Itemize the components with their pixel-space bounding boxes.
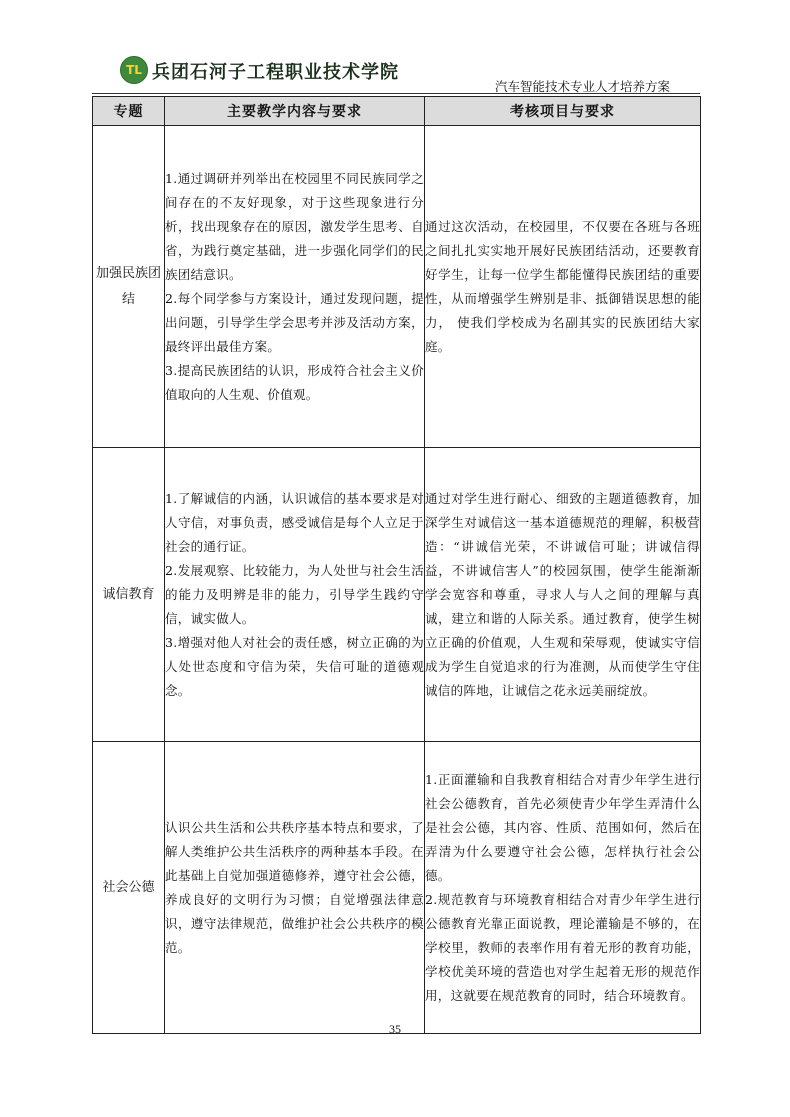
assessment-paragraph: 1.正面灌输和自我教育相结合对青少年学生进行社会公德教育，首先必须使青少年学生弄清什么是社会公德，其内容、性质、范围如何，然后在弄清为什么要遵守社会公德，怎样执行社会公德。 [425,771,700,883]
page-number: 35 [389,1022,401,1036]
header-divider [92,93,700,94]
content-paragraph: 1.通过调研并列举出在校园里不同民族同学之间存在的不友好现象，对于这些现象进行分析，找出现象存在的原因，激发学生思考、自省，为践行奠定基础，进一步强化同学们的民族团结意识。 [165,170,424,282]
header-topic: 专题 [93,97,165,126]
header-content: 主要教学内容与要求 [165,97,425,126]
table-row [93,742,701,1034]
assessment-paragraph: 通过这次活动，在校园里，不仅要在各班与各班之间扎扎实实地开展好民族团结活动，还要教育好学生，让每一位学生都能懂得民族团结的重要性，从而增强学生辨别是非、抵御错误思想的能力， 使我们学校成为名副其实的民族团结大家庭。 [425,218,700,354]
document-title: 汽车智能技术专业人才培养方案 [494,79,670,94]
assessment-paragraph: 2.规范教育与环境教育相结合对青少年学生进行公德教育光靠正面说教，理论灌输是不够的，在学校里，教师的表率作用有着无形的教育功能，学校优美环境的营造也对学生起着无形的规范作用，这就要在规范教育的同时，结合环境教育。 [425,891,700,1003]
table-header-row [93,97,701,126]
content-paragraph: 3.提高民族团结的认识，形成符合社会主义价值取向的人生观、价值观。 [165,362,424,402]
school-logo-icon: TL [120,56,148,84]
school-name: 兵团石河子工程职业技术学院 [152,62,399,83]
table-row [93,126,701,448]
assessment-cell [425,742,701,1034]
content-paragraph: 2.每个同学参与方案设计，通过发现问题，提出问题，引导学生学会思考并涉及活动方案，最终评出最佳方案。 [165,290,424,354]
curriculum-table [92,96,701,1034]
page-header [92,52,700,94]
assessment-paragraph: 通过对学生进行耐心、细致的主题道德教育，加深学生对诚信这一基本道德规范的理解，积极营造：“讲诚信光荣，不讲诚信可耻；讲诚信得益，不讲诚信害人”的校园氛围，使学生能渐渐学会宽容和尊重，寻求人与人之间的理解与真诚，建立和谐的人际关系。通过教育，使学生树立正确的价值观，人生观和荣辱观，使诚实守信成为学生自觉追求的行为准测，从而使学生守住诚信的阵地，让诚信之花永远美丽绽放。 [425,490,700,698]
table-row [93,448,701,742]
content-paragraph: 2.发展观察、比较能力，为人处世与社会生活的能力及明辨是非的能力，引导学生践约守信，诚实做人。 [165,562,424,626]
topic-cell: 加强民族团结 [93,126,165,448]
topic-cell: 诚信教育 [93,448,165,742]
content-cell [165,448,425,742]
content-cell [165,742,425,1034]
content-cell [165,126,425,448]
topic-cell: 社会公德 [93,742,165,1034]
content-paragraph: 3.增强对他人对社会的责任感，树立正确的为人处世态度和守信为荣，失信可耻的道德观念。 [165,634,424,698]
assessment-cell [425,448,701,742]
content-paragraph: 认识公共生活和公共秩序基本特点和要求，了解人类维护公共生活秩序的两种基本手段。在此基础上自觉加强道德修养，遵守社会公德，养成良好的文明行为习惯；自觉增强法律意识，遵守法律规范，做维护社会公共秩序的模范。 [165,819,424,955]
header-assessment: 考核项目与要求 [425,97,701,126]
assessment-cell [425,126,701,448]
content-paragraph: 1.了解诚信的内涵，认识诚信的基本要求是对人守信，对事负责，感受诚信是每个人立足于社会的通行证。 [165,490,424,554]
